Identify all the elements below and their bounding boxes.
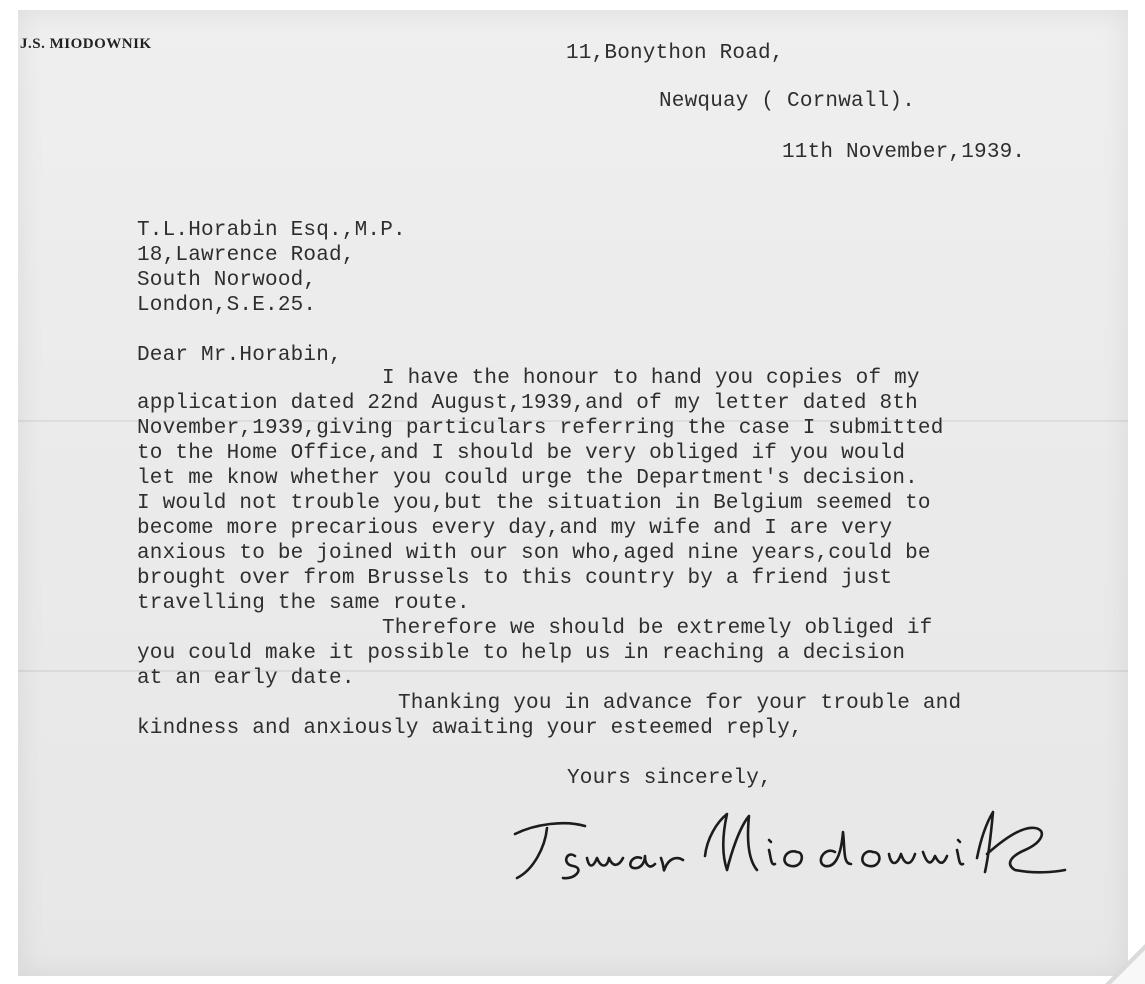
body-line: kindness and anxiously awaiting your esteemed reply, <box>137 717 803 740</box>
body-line: I have the honour to hand you copies of my <box>382 367 920 390</box>
body-line: at an early date. <box>137 667 355 690</box>
letterhead: J.S. MIODOWNIK <box>20 36 152 52</box>
recipient-line-1: T.L.Horabin Esq.,M.P. <box>137 219 406 242</box>
closing: Yours sincerely, <box>567 767 772 790</box>
body-line: Therefore we should be extremely obliged if <box>382 617 933 640</box>
body-line: brought over from Brussels to this country by a friend just <box>137 567 893 590</box>
recipient-line-2: 18,Lawrence Road, <box>137 244 355 267</box>
curled-page-corner <box>1105 944 1145 984</box>
body-line: application dated 22nd August,1939,and of my letter dated 8th <box>137 392 918 415</box>
body-line: to the Home Office,and I should be very obliged if you would <box>137 442 906 465</box>
body-line: let me know whether you could urge the Department's decision. <box>137 467 918 490</box>
body-line: you could make it possible to help us in reaching a decision <box>137 642 906 665</box>
body-line: I would not trouble you,but the situation in Belgium seemed to <box>137 492 931 515</box>
recipient-line-3: South Norwood, <box>137 269 317 292</box>
body-line: November,1939,giving particulars referring the case I submitted <box>137 417 944 440</box>
sender-address-line-2: Newquay ( Cornwall). <box>659 90 916 113</box>
handwritten-signature <box>495 798 1115 898</box>
recipient-line-4: London,S.E.25. <box>137 294 317 317</box>
body-line: travelling the same route. <box>137 592 470 615</box>
sender-address-line-1: 11,Bonython Road, <box>566 42 784 65</box>
salutation: Dear Mr.Horabin, <box>137 344 342 367</box>
letter-date: 11th November,1939. <box>782 141 1026 164</box>
body-line: become more precarious every day,and my wife and I are very <box>137 517 893 540</box>
body-line: anxious to be joined with our son who,aged nine years,could be <box>137 542 931 565</box>
body-line: Thanking you in advance for your trouble and <box>398 692 962 715</box>
